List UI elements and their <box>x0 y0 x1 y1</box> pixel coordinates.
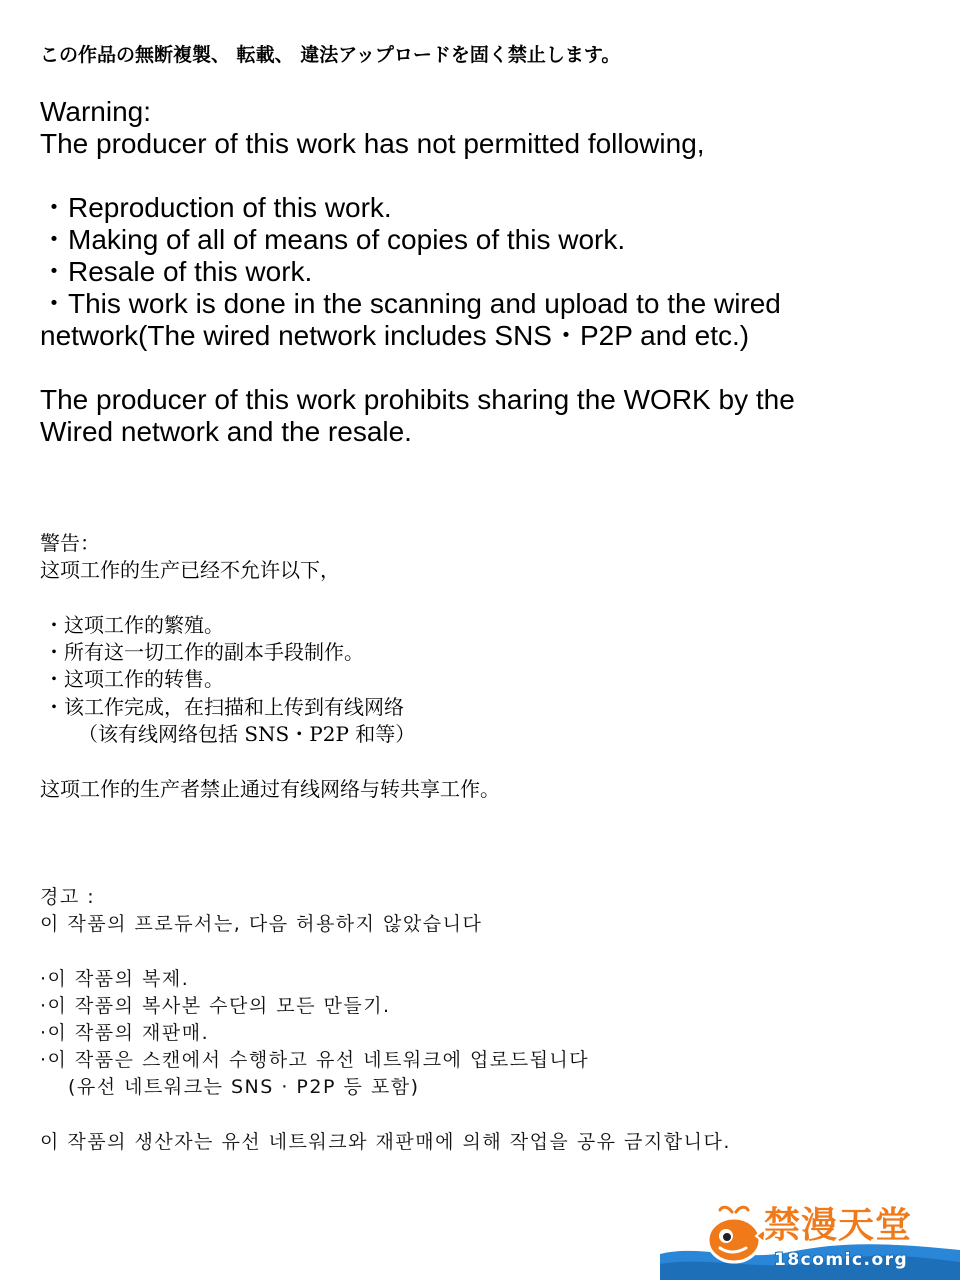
english-bullet: ・Resale of this work. <box>40 256 313 287</box>
english-intro: The producer of this work has not permitted following, <box>40 128 705 159</box>
english-bullet: ・Reproduction of this work. <box>40 192 392 223</box>
logo-brand-text: 禁漫天堂 <box>764 1205 913 1246</box>
korean-bullet: ·이 작품의 복제. <box>40 967 190 990</box>
korean-warning-title: 경고 : <box>40 886 96 908</box>
chinese-bullet: ・所有这一切工作的副本手段制作。 <box>44 640 364 665</box>
english-bullet: ・This work is done in the scanning and upload to the wired <box>40 288 781 319</box>
chinese-bullet: ・这项工作的繁殖。 <box>44 612 224 637</box>
chinese-closing: 这项工作的生产者禁止通过有线网络与转共享工作。 <box>40 776 500 801</box>
english-bullet: ・Making of all of means of copies of this work. <box>40 224 626 255</box>
korean-bullet: ·이 작품은 스캔에서 수행하고 유선 네트워크에 업로드됩니다 <box>40 1049 590 1072</box>
korean-bullet-continuation: (유선 네트워크는 SNS · P2P 등 포함) <box>68 1076 420 1099</box>
english-warning-section <box>40 96 795 448</box>
site-logo[interactable] <box>660 1192 960 1280</box>
chinese-bullet-continuation: （该有线网络包括 SNS・P2P 和等） <box>78 722 416 747</box>
korean-bullet: ·이 작품의 복사본 수단의 모든 만들기. <box>40 994 391 1017</box>
chinese-warning-section <box>40 530 500 803</box>
english-closing: Wired network and the resale. <box>40 416 412 447</box>
english-warning-title: Warning: <box>40 96 152 127</box>
korean-warning-section <box>40 884 731 1156</box>
chinese-intro: 这项工作的生产已经不允许以下， <box>40 558 340 583</box>
english-bullet-continuation: network(The wired network includes SNS・P2P and etc.) <box>40 320 750 351</box>
korean-bullet: ·이 작품의 재판매. <box>40 1022 210 1045</box>
english-closing: The producer of this work prohibits sharing the WORK by the <box>40 384 795 415</box>
chinese-bullet: ・该工作完成，在扫描和上传到有线网络 <box>44 694 404 719</box>
whale-mascot-icon <box>702 1202 768 1268</box>
chinese-warning-title: 警告： <box>40 531 100 555</box>
logo-domain-text: 18comic.org <box>774 1250 909 1270</box>
korean-intro: 이 작품의 프로듀서는, 다음 허용하지 않았습니다 <box>40 913 483 936</box>
chinese-bullet: ・这项工作的转售。 <box>44 667 224 692</box>
korean-closing: 이 작품의 생산자는 유선 네트워크와 재판매에 의해 작업을 공유 금지합니다. <box>40 1130 731 1153</box>
japanese-notice: この作品の無断複製、 転載、 違法アップロードを固く禁止します。 <box>40 44 621 66</box>
